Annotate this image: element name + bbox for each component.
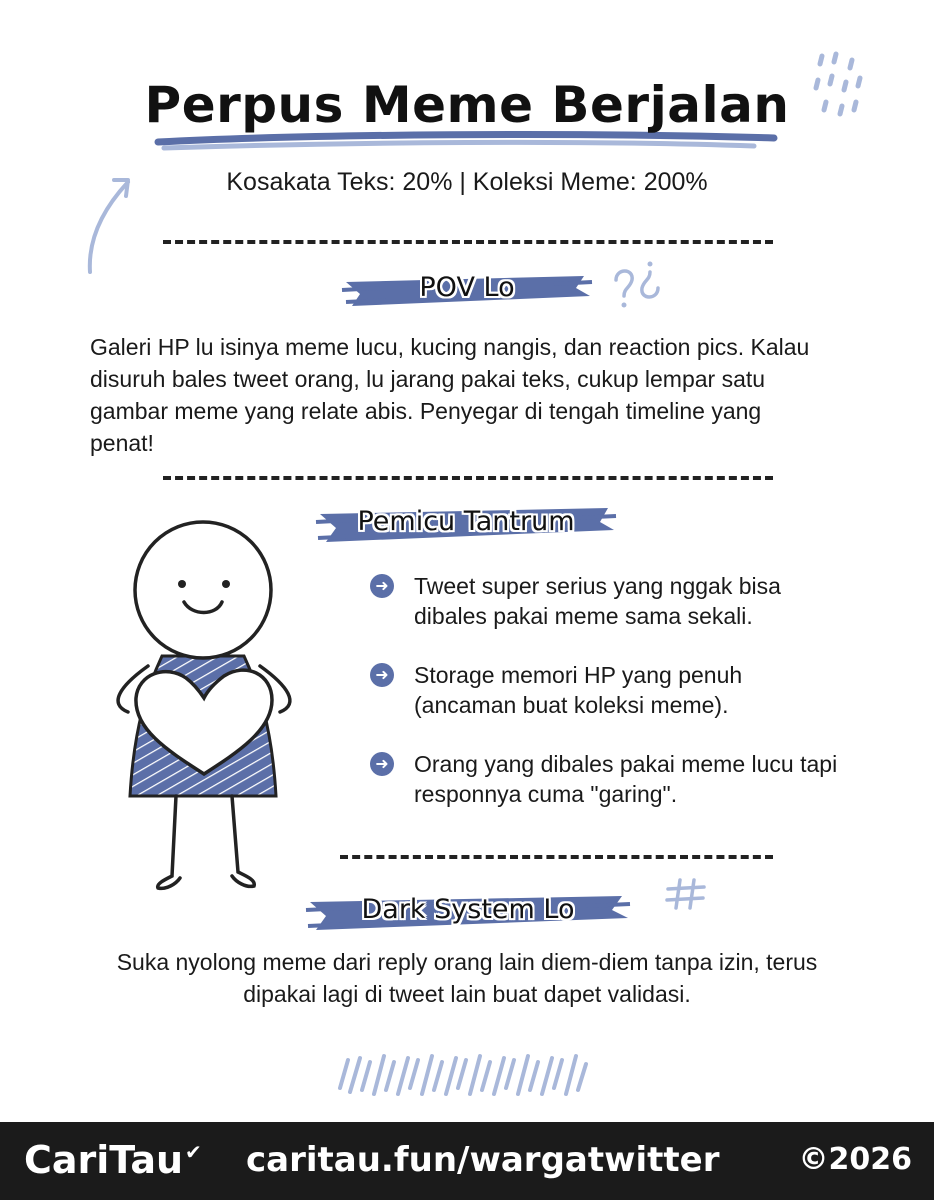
list-item [370,749,844,809]
trigger-list [370,571,844,838]
list-item [370,571,844,631]
divider [340,855,773,859]
stats-line: Kosakata Teks: 20% | Koleksi Meme: 200% [226,168,708,196]
question-marks-icon [610,258,666,314]
scribble-doodle-icon [334,1048,598,1104]
arrow-right-circle-icon: ➜ [370,574,394,598]
section-label-pov: POV Lo [419,272,515,303]
check-badge-icon: ✔ [185,1140,202,1165]
stick-figure-heart-illustration [100,516,310,896]
divider [163,240,773,244]
dark-paragraph: Suka nyolong meme dari reply orang lain diem-diem tanpa izin, terus dipakai lagi di tweet lain buat dapet validasi. [116,949,818,1007]
brand-logo[interactable] [24,1138,202,1182]
arrow-right-circle-icon: ➜ [370,752,394,776]
trigger-text: Orang yang dibales pakai meme lucu tapi responnya cuma "garing". [414,751,838,807]
hash-doodle-icon [664,876,708,912]
footer-url-link[interactable]: caritau.fun/wargatwitter [246,1140,720,1180]
copyright: ©2026 [798,1142,912,1177]
divider [163,476,773,480]
section-label-triggers: Pemicu Tantrum [357,506,575,537]
section-label-dark: Dark System Lo [361,894,575,925]
footer-bar [0,1122,934,1200]
trigger-text: Tweet super serius yang nggak bisa dibales pakai meme sama sekali. [414,573,781,629]
trigger-text: Storage memori HP yang penuh (ancaman buat koleksi meme). [414,662,743,718]
brand-name: CariTau [24,1138,184,1182]
pov-paragraph: Galeri HP lu isinya meme lucu, kucing nangis, dan reaction pics. Kalau disuruh bales tweet orang, lu jarang pakai teks, cukup lempar satu gambar meme yang relate abis. Penyegar di tengah timeline yang penat! [90,334,810,456]
page-title: Perpus Meme Berjalan [144,76,790,134]
arrow-right-circle-icon: ➜ [370,663,394,687]
list-item [370,660,844,720]
